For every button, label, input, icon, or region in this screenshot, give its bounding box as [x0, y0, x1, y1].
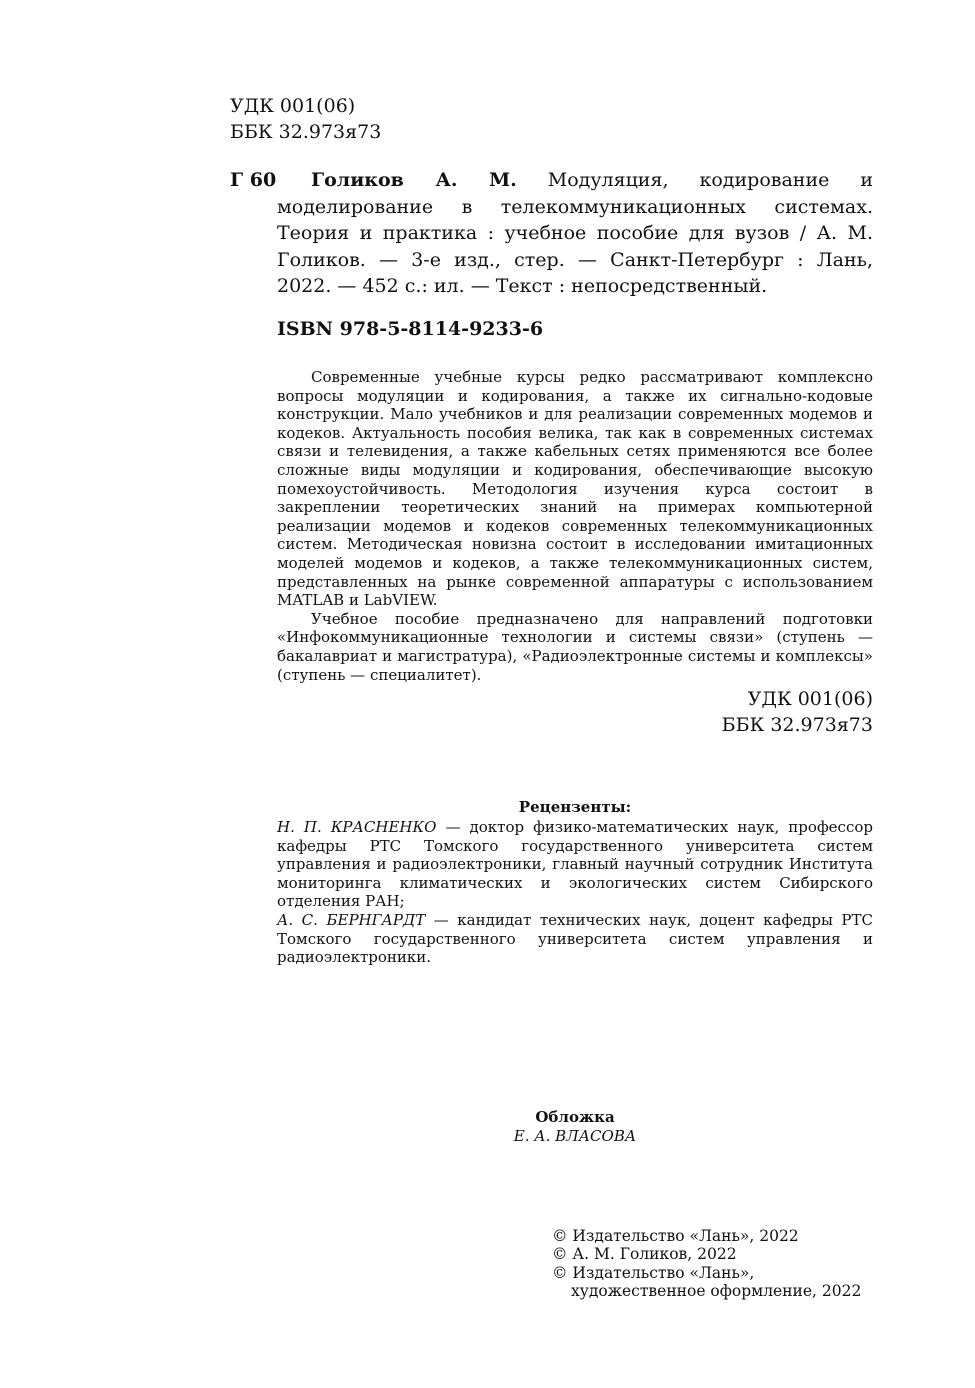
- abstract-paragraph-1: Современные учебные курсы редко рассматривают комплексно вопросы модуляции и кодирования, а также их сигнально-кодовые конструкции. Мало учебников и для реализации современных модемов и кодеков. Актуальность пособия велика, так как в современных системах связи и телевидения, а также кабельных сетях применяются все более сложные виды модуляции и кодирования, обеспечивающие высокую помехоустойчивость. Методология изучения курса состоит в закреплении теоретических знаний на примерах компьютерной реализации модемов и кодеков современных телекоммуникационных систем. Методическая новизна состоит в исследовании имитационных моделей модемов и кодеков, а также телекоммуникационных систем, представленных на рынке современной аппаратуры с использованием MATLAB и LabVIEW.: [277, 368, 873, 610]
- reviewer-2-name: А. С. БЕРНГАРДТ: [277, 910, 426, 929]
- cover-designer: Е. А. ВЛАСОВА: [513, 1127, 637, 1145]
- author-mark: Г 60: [230, 169, 277, 191]
- header-classification-codes: [230, 93, 381, 145]
- footer-classification-codes: [600, 686, 873, 738]
- reviewer-1-text: — доктор физико-математических наук, профессор кафедры РТС Томского государственного университета систем управления и радиоэлектроники, главный научный сотрудник Института мониторинга климатических и экологических систем Сибирского отделения РАН;: [277, 818, 873, 911]
- entry-description: Модуляция, кодирование и моделирование в телекоммуникационных системах. Теория и практика : учебное пособие для вузов / А. М. Голиков. — 3-е изд., стер. — Санкт-Петербург : Лань, 2022. — 452 с.: ил. — Текст : непосредственный.: [277, 169, 874, 297]
- footer-udk: УДК 001(06): [747, 688, 873, 710]
- copyright-line: © Издательство «Лань»,: [552, 1263, 755, 1282]
- reviewers-list: [277, 818, 873, 967]
- copyright-line: художественное оформление, 2022: [571, 1281, 862, 1300]
- reviewers-title: Рецензенты:: [518, 798, 632, 816]
- abstract: [277, 368, 873, 684]
- header-udk: УДК 001(06): [230, 95, 356, 117]
- isbn: ISBN 978-5-8114-9233-6: [277, 318, 544, 340]
- reviewer-2-text: — кандидат технических наук, доцент кафедры РТС Томского государственного университета систем управления и радиоэлектроники.: [277, 910, 874, 967]
- reviewer-2: [277, 911, 873, 967]
- reviewer-1: [277, 818, 873, 911]
- copyright-block: [552, 1227, 861, 1300]
- entry-author: Голиков А. М.: [311, 169, 517, 191]
- copyright-line: © Издательство «Лань», 2022: [552, 1227, 799, 1245]
- bibliographic-entry: [277, 167, 873, 300]
- footer-bbk: ББК 32.973я73: [721, 714, 873, 736]
- reviewer-1-name: Н. П. КРАСНЕНКО: [277, 818, 437, 836]
- copyright-line: © А. М. Голиков, 2022: [552, 1245, 737, 1264]
- abstract-paragraph-2: Учебное пособие предназначено для направлений подготовки «Инфокоммуникационные технологии и системы связи» (ступень — бакалавриат и магистратура), «Радиоэлектронные системы и комплексы» (ступень — специалитет).: [277, 609, 873, 684]
- header-bbk: ББК 32.973я73: [230, 121, 382, 143]
- cover-title: Обложка: [535, 1108, 615, 1126]
